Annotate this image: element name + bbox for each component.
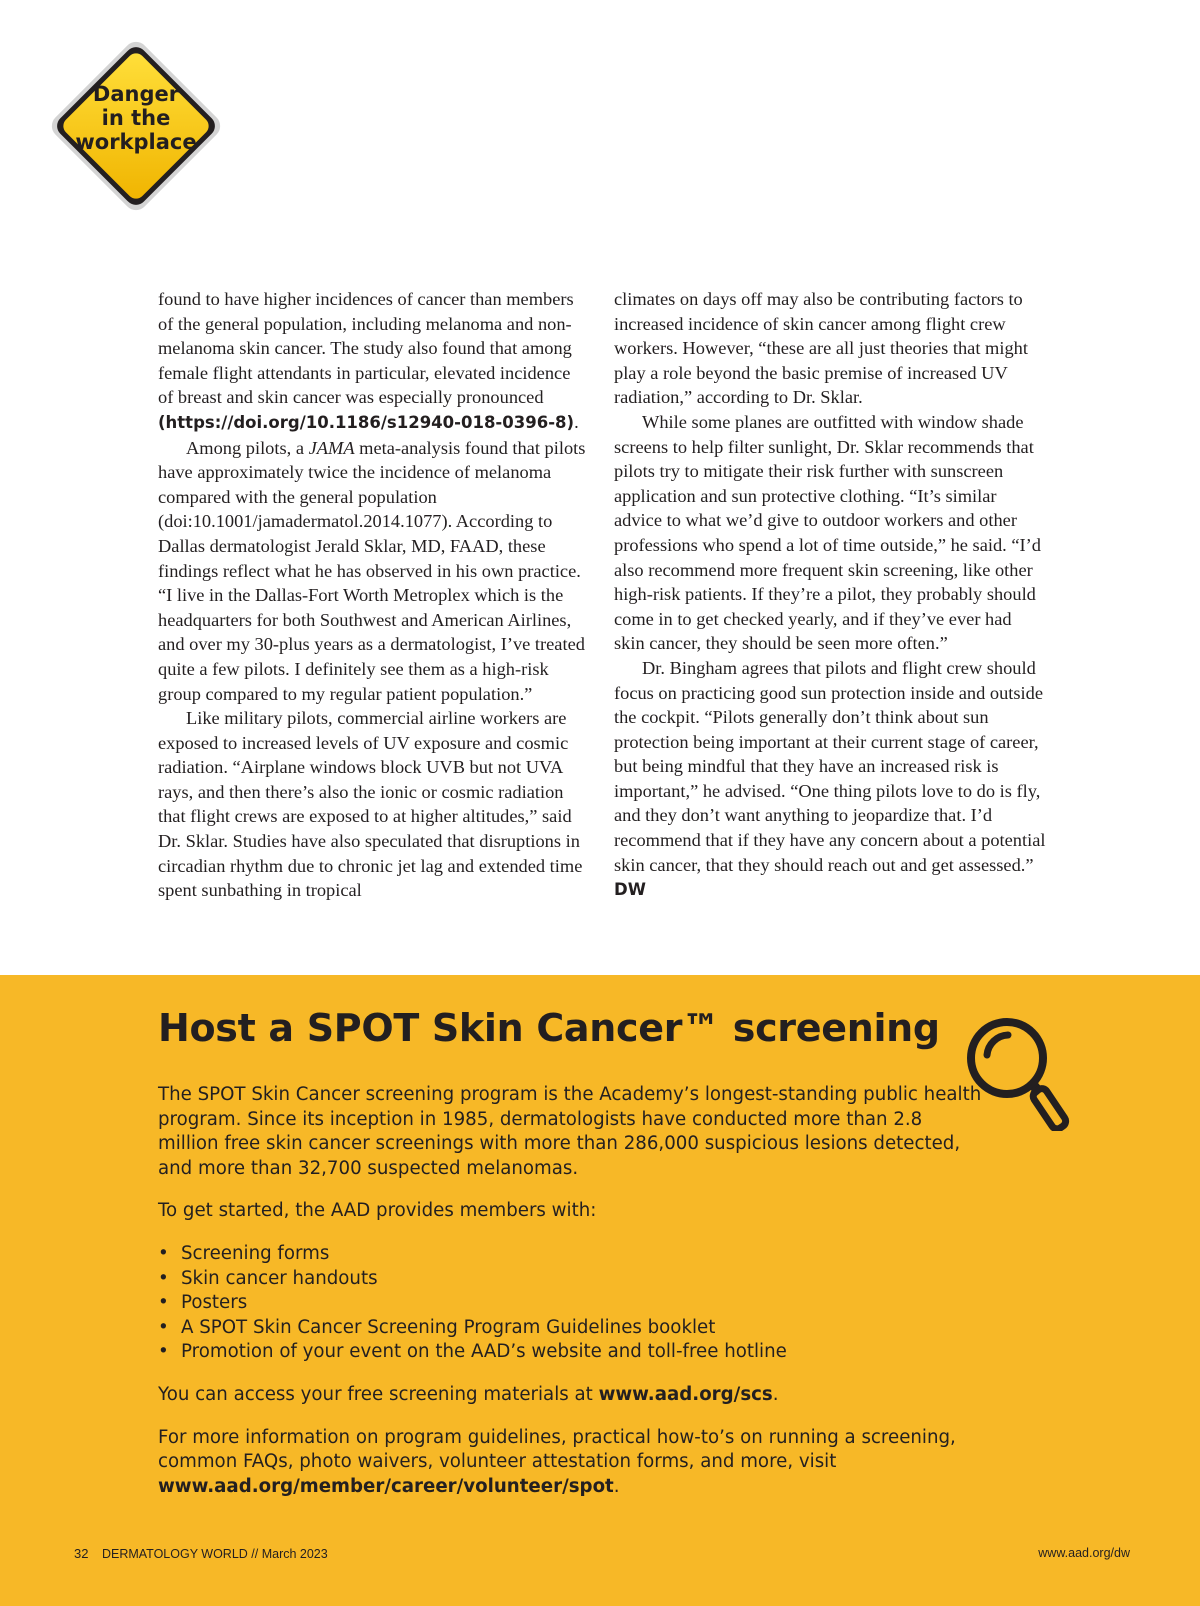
more-info-paragraph — [158, 1426, 988, 1500]
list-item-text: Posters — [181, 1292, 248, 1314]
spot-volunteer-link[interactable]: www.aad.org/member/career/volunteer/spot — [158, 1475, 614, 1497]
paragraph-end: . — [772, 1383, 779, 1405]
list-item — [158, 1267, 988, 1292]
panel-intro: The SPOT Skin Cancer screening program is the Academy’s longest-standing public health program. Since its inception in 1985, dermatologists have conducted more than 2.8 million free skin cancer screenings with more than 286,000 suspicious lesions detected, and more than 32,700 suspected melanomas. — [158, 1084, 982, 1179]
article-body — [158, 287, 1046, 947]
access-paragraph — [158, 1383, 988, 1408]
list-item-text: A SPOT Skin Cancer Screening Program Guidelines booklet — [181, 1316, 716, 1338]
article-column-left — [158, 287, 590, 903]
paragraph — [158, 436, 590, 707]
footer-url[interactable]: www.aad.org/dw — [1038, 1546, 1130, 1560]
paragraph-text: Among pilots, a — [186, 437, 309, 458]
bullet-icon: • — [158, 1267, 169, 1289]
journal-name: JAMA — [308, 437, 355, 458]
paragraph-text: meta-analysis found that pilots have approximately twice the incidence of melanoma compared with the general population (doi:10.1001/jamadermatol.2014.1077). According to Dallas dermatologist Jerald Sklar, MD, FAAD, these findings reflect what he has observed in his own practice. “I live in the Dallas-Fort Worth Metroplex which is the headquarters for both Southwest and American Airlines, and over my 30-plus years as a dermatologist, I’ve treated quite a few pilots. I definitely see them as a high-risk group compared to my regular patient population.” — [158, 437, 586, 704]
list-item — [158, 1242, 988, 1267]
article-column-right — [614, 287, 1046, 903]
bullet-icon: • — [158, 1292, 169, 1314]
resource-list — [158, 1242, 988, 1365]
paragraph: While some planes are outfitted with window shade screens to help filter sunlight, Dr. Sklar recommends that pilots try to mitigate their risk further with sunscreen application and sun protective clothing. “It’s similar advice to what we’d give to outdoor workers and other professions who spend a lot of time outside,” he said. “I’d also recommend more frequent skin screening, like other high-risk patients. If they’re a pilot, they probably should come in to get checked yearly, and if they’ve ever had skin cancer, they should be seen more often.” — [614, 411, 1041, 654]
bullet-icon: • — [158, 1242, 169, 1264]
sign-label — [38, 82, 234, 154]
paragraph-text: For more information on program guidelines, practical how-to’s on running a screening, common FAQs, photo waivers, volunteer attestation forms, and more, visit — [158, 1426, 956, 1473]
scs-link[interactable]: www.aad.org/scs — [598, 1383, 773, 1405]
panel-body — [158, 1083, 988, 1517]
list-item-text: Promotion of your event on the AAD’s website and toll-free hotline — [181, 1341, 787, 1363]
paragraph: climates on days off may also be contributing factors to increased incidence of skin cancer among flight crew workers. However, “these are all just theories that might play a role beyond the basic premise of increased UV radiation,” according to Dr. Sklar. — [614, 289, 1028, 408]
sign-line-1: Danger — [92, 82, 180, 106]
sign-line-3: workplace — [75, 130, 197, 154]
paragraph-text: You can access your free screening materials at — [158, 1383, 599, 1405]
bullet-icon: • — [158, 1341, 169, 1363]
footer-left — [74, 1546, 328, 1561]
list-item — [158, 1291, 988, 1316]
panel-lead: To get started, the AAD provides members with: — [158, 1200, 597, 1222]
paragraph-end: . — [613, 1475, 620, 1497]
paragraph-end: . — [574, 411, 579, 432]
list-item-text: Skin cancer handouts — [181, 1267, 378, 1289]
paragraph-text: Dr. Bingham agrees that pilots and flight crew should focus on practicing good sun protection inside and outside the cockpit. “Pilots generally don’t think about sun protection being important at their current stage of career, but being mindful that they have an increased risk is important,” he advised. “One thing pilots love to do is fly, and they don’t want anything to jeopardize that. I’d recommend that if they have any concern about a potential skin cancer, that they should reach out and get assessed.” — [614, 657, 1046, 875]
paragraph-text: found to have higher incidences of cancer than members of the general population, including melanoma and non-melanoma skin cancer. The study also found that among female flight attendants in particular, elevated incidence of breast and skin cancer was especially pronounced — [158, 289, 574, 408]
spot-promo-panel — [0, 975, 1200, 1606]
list-item-text: Screening forms — [181, 1242, 330, 1264]
page-number: 32 — [74, 1546, 89, 1561]
doi-link[interactable]: (https://doi.org/10.1186/s12940-018-0396-8) — [158, 412, 575, 432]
paragraph — [614, 656, 1046, 903]
paragraph — [158, 287, 590, 436]
list-item — [158, 1316, 988, 1341]
panel-title: Host a SPOT Skin Cancer™ screening — [158, 1006, 940, 1050]
publication-name: DERMATOLOGY WORLD // March 2023 — [101, 1547, 328, 1561]
page-footer — [0, 1546, 1200, 1566]
list-item — [158, 1340, 988, 1365]
paragraph: Like military pilots, commercial airline workers are exposed to increased levels of UV exposure and cosmic radiation. “Airplane windows block UVB but not UVA rays, and then there’s also the ionic or cosmic radiation that flight crews are exposed to at higher altitudes,” said Dr. Sklar. Studies have also speculated that disruptions in circadian rhythm due to chronic jet lag and extended time spent sunbathing in tropical — [158, 708, 583, 901]
end-mark: DW — [614, 880, 646, 900]
bullet-icon: • — [158, 1316, 169, 1338]
danger-sign — [38, 28, 234, 224]
sign-line-2: in the — [101, 106, 171, 130]
